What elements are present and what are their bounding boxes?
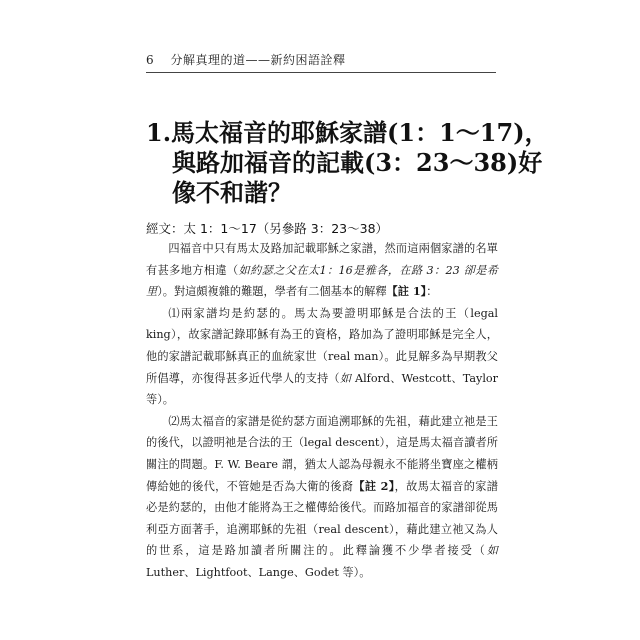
inline-example: 如 (339, 371, 352, 385)
text-run: ）。對這頗複雜的難題，學者有二個基本的解釋 (157, 285, 387, 299)
text-run: 四福音中只有馬太及路加記載耶穌之家譜，然而這兩個家譜的名單有甚多地方相違（ (146, 242, 498, 277)
text-run: Luther、Lightfoot、Lange、Godet 等）。 (146, 565, 371, 579)
paragraph-intro (146, 238, 498, 303)
chapter-title-line-1: 1.馬太福音的耶穌家譜(1：1～17)， (146, 118, 549, 147)
inline-example: 如約瑟之父在太1：16是雅各，在路 3：23 卻是希里 (146, 263, 498, 299)
chapter-title-line-2: 與路加福音的記載(3：23～38)好 (172, 148, 543, 177)
text-run: ，故馬太福音的家譜必是約瑟的，由他才能將為王之權傳給後代。而路加福音的家譜卻從馬利亞方面著手，追溯耶穌的先祖（real descent），藉此建立祂又為人的世系，這是路加讀者所關注的。此釋論獲不少學者接受（ (146, 479, 498, 558)
footnote-ref-1: 【註 1】 (386, 284, 427, 299)
chapter-title (146, 118, 549, 208)
text-run: Alford、Westcott、Taylor 等）。 (146, 371, 498, 407)
footnote-ref-2: 【註 2】 (353, 478, 395, 493)
running-head (146, 51, 345, 68)
scripture-reference: 經文：太 1：1～17（另參路 3：23～38） (146, 221, 389, 236)
body-text (146, 238, 498, 584)
paragraph-view-1 (146, 303, 498, 411)
chapter-title-line-3: 像不和諧？ (172, 178, 292, 207)
text-run: ： (426, 285, 438, 299)
text-run: ⑴兩家譜均是約瑟的。馬太為要證明耶穌是合法的王（legal king），故家譜記錄耶穌有為王的資格，路加為了證明耶穌是完全人，他的家譜記載耶穌真正的血統家世（real man）。此見解多為早期教父所倡導，亦復得甚多近代學人的支持（ (146, 306, 498, 385)
header-divider (146, 72, 496, 73)
text-run: ⑵馬太福音的家譜是從約瑟方面追溯耶穌的先祖，藉此建立祂是王的後代，以證明祂是合法的王（legal descent），這是馬太福音讀者所關注的問題。F. W. Beare 謂，猶太人認為母親永不能將坐寶座之權柄傳給她的後代，不管她是否為大衛的後裔 (146, 414, 498, 493)
paragraph-view-2 (146, 411, 498, 584)
book-title: 分解真理的道——新約困語詮釋 (170, 53, 346, 67)
inline-example: 如 (486, 544, 498, 558)
page-number: 6 (146, 53, 155, 67)
